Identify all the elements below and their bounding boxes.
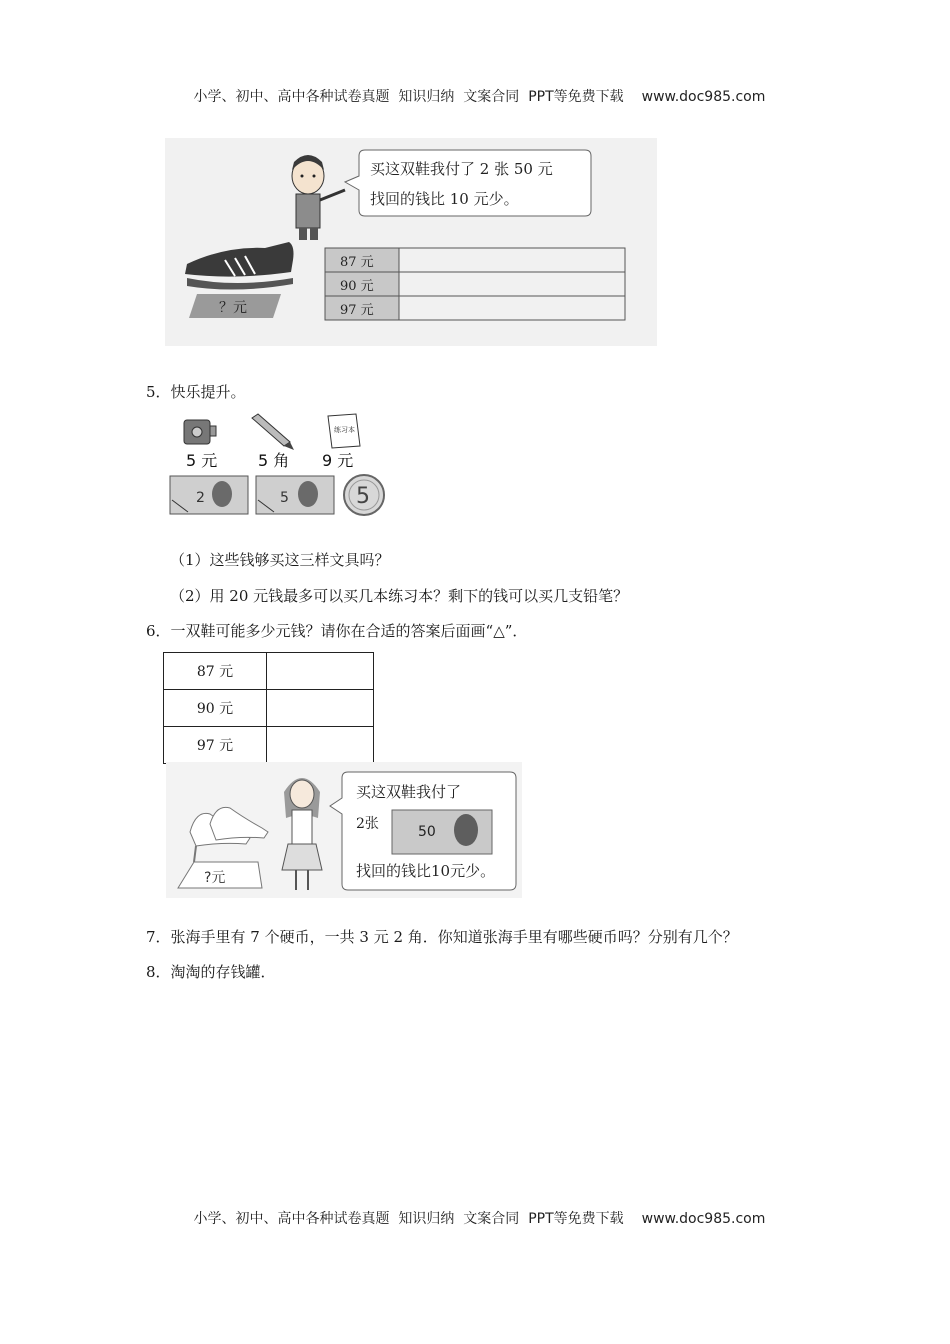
question-8: 8．淘淘的存钱罐．: [146, 963, 276, 981]
speech-bubble: [345, 150, 591, 216]
price-sharpener: 5 元: [186, 451, 218, 470]
pencil-icon: [252, 414, 294, 450]
header-url: www.doc985.com: [641, 89, 766, 105]
option-87: 87 元: [340, 255, 374, 270]
banknote-50-yuan-icon: [392, 810, 492, 854]
option-label: 97 元: [164, 727, 267, 764]
footer-text: 小学、初中、高中各种试卷真题 知识归纳 文案合同 PPT等免费下载: [193, 1211, 624, 1227]
speech-line-1: 买这双鞋我付了 2 张 50 元: [370, 160, 553, 178]
answer-cell[interactable]: [267, 653, 374, 690]
speech-line-2: 找回的钱比10元少。: [356, 862, 496, 880]
answer-cell[interactable]: [267, 727, 374, 764]
question-7: 7．张海手里有 7 个硬币，一共 3 元 2 角．你知道张海手里有哪些硬币吗？分别有几个？: [146, 928, 738, 946]
speech-line-1: 买这双鞋我付了: [356, 783, 462, 801]
shoe-purchase-figure-1: [165, 138, 657, 346]
exercise-book-cover-text: 练习本: [334, 426, 355, 434]
question-5-title: 5．快乐提升。: [146, 383, 246, 401]
coin-5-jiao-icon: [344, 475, 384, 515]
banknote-2-yuan-icon: [170, 476, 248, 514]
option-90: 90 元: [340, 279, 374, 294]
page-header: [0, 70, 950, 106]
banknote-5-value: 5: [280, 490, 289, 506]
banknote-2-value: 2: [196, 490, 205, 506]
question-6-title: 6．一双鞋可能多少元钱？请你在合适的答案后面画“△”．: [146, 622, 528, 640]
header-text: 小学、初中、高中各种试卷真题 知识归纳 文案合同 PPT等免费下载: [193, 89, 624, 105]
table-row: [164, 690, 374, 727]
table-row: [164, 653, 374, 690]
footer-url: www.doc985.com: [641, 1211, 766, 1227]
option-label: 90 元: [164, 690, 267, 727]
stationery-figure: [168, 410, 390, 520]
option-97: 97 元: [340, 303, 374, 318]
banknote-5-yuan-icon: [256, 476, 334, 514]
shoe-purchase-figure-2: [166, 762, 522, 898]
price-tag-text: ?元: [204, 870, 226, 886]
answer-cell[interactable]: [267, 690, 374, 727]
option-label: 87 元: [164, 653, 267, 690]
question-5-sub-2: （2）用 20 元钱最多可以买几本练习本？剩下的钱可以买几支铅笔？: [170, 587, 629, 605]
question-5-sub-1: （1）这些钱够买这三样文具吗？: [170, 551, 390, 569]
page-footer: [0, 1192, 950, 1228]
answer-table-q6: [163, 652, 374, 764]
price-pencil: 5 角: [258, 451, 290, 470]
price-tag-text: ？元: [219, 300, 247, 316]
speech-count: 2张: [356, 816, 379, 832]
exercise-book-icon: [328, 414, 360, 448]
table-row: [164, 727, 374, 764]
speech-line-2: 找回的钱比 10 元少。: [370, 190, 519, 208]
price-tag: [189, 294, 281, 318]
price-exercise-book: 9 元: [322, 451, 354, 470]
coin-value: 5: [356, 484, 370, 509]
pencil-sharpener-icon: [184, 420, 216, 444]
banknote-50-value: 50: [418, 824, 436, 840]
